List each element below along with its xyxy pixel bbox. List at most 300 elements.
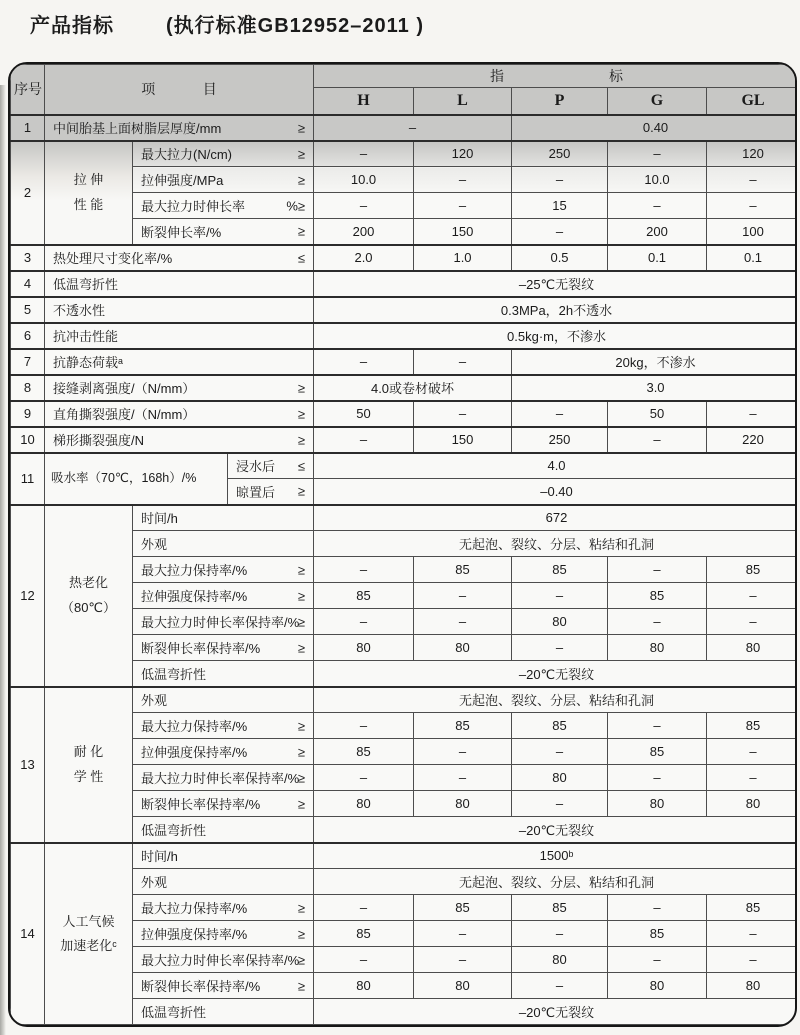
cell-text: – [653,718,661,733]
cell-text: 低温弯折性 [53,277,119,292]
cell-text: – [749,614,757,629]
cell-text: 热处理尺寸变化率/% [53,251,173,266]
value-cell [414,401,512,427]
cell-text: 最大拉力保持率/% [141,719,248,734]
value-cell [608,895,707,921]
cell-text: – [458,744,467,759]
value-cell [707,947,797,973]
item-sub-label [133,765,314,791]
item-sub-label [133,817,314,843]
row-number [11,297,45,323]
item-label [45,115,314,141]
cell-text: 断裂伸长率保持率/% [141,979,261,994]
value-cell [512,245,608,271]
value-cell [314,921,414,947]
cell-text: 外观 [141,693,168,709]
value-cell [608,245,707,271]
spec-table-header [11,65,798,115]
item-sub-label [133,739,314,765]
cell-text: 9 [23,406,32,421]
value-cell [314,505,797,531]
item-sub-label [133,947,314,973]
value-cell [512,349,797,375]
value-cell [707,219,797,245]
table-row [11,323,798,349]
cell-text: – [458,952,467,967]
item-sub-label [133,713,314,739]
cell-text: 最大拉力时伸长率保持率/% [141,953,300,968]
cell-text: – [555,588,564,603]
comparator-symbol: ≥ [297,172,306,187]
cell-text: 2 [23,185,32,200]
cell-text: 80 [356,978,371,993]
cell-text: 中间胎基上面树脂层厚度/mm [53,121,222,136]
cell-text: 80 [745,796,761,811]
item-group-label [45,453,228,505]
table-row [11,297,798,323]
value-cell [707,245,797,271]
value-cell [512,427,608,453]
value-cell [314,843,797,869]
comparator-symbol: ≥ [297,588,306,603]
cell-text: P [554,91,565,109]
cell-text: 85 [745,562,761,577]
item-sub-label [133,973,314,999]
value-cell [608,739,707,765]
cell-text: 6 [23,328,32,343]
cell-text: – [359,900,368,915]
cell-text: 4.0或卷材破坏 [370,381,455,396]
value-cell [707,765,797,791]
cell-text: 0.40 [642,120,669,135]
cell-text: 5 [23,302,32,317]
cell-text: 1 [23,120,32,135]
cell-text: 80 [356,640,371,655]
header-row-top [11,65,798,88]
cell-text: 不透水性 [53,303,106,318]
table-row [11,349,798,375]
item-sub-label [228,453,314,479]
value-cell [707,583,797,609]
cell-text: – [555,640,564,655]
value-cell [314,739,414,765]
comparator-symbol: ≥ [297,718,306,733]
cell-text: 11 [20,471,35,486]
value-cell [707,791,797,817]
value-cell [314,479,797,505]
cell-text: – [653,432,661,447]
value-cell [314,375,512,401]
value-cell [707,973,797,999]
cell-text: 80 [649,978,665,993]
header-indicator [314,65,797,88]
cell-text: GL [741,91,765,109]
value-cell [608,635,707,661]
value-cell [608,973,707,999]
label-line: （80℃） [60,599,117,615]
cell-text: 50 [649,406,665,421]
cell-text: 时间/h [141,849,178,865]
cell-text: – [653,562,661,577]
cell-text: 吸水率（70℃，168h）/% [51,470,197,485]
cell-text: 80 [455,796,470,811]
value-cell [707,921,797,947]
value-cell [314,687,797,713]
item-group-label [45,843,133,1025]
cell-text: – [458,926,467,941]
value-cell [512,609,608,635]
row-number [11,271,45,297]
value-cell [414,635,512,661]
value-cell [707,609,797,635]
cell-text: –20℃无裂纹 [518,666,595,682]
cell-text: – [555,172,564,187]
page-title [30,9,424,38]
cell-text: 0.5 [550,250,569,265]
cell-text: 4 [23,276,32,291]
label-line: 加速老化ᶜ [60,937,117,953]
standard-reference: (执行标准GB12952–2011 ) [166,15,425,37]
value-cell [608,609,707,635]
value-cell [414,973,512,999]
header-grade-L [414,88,512,115]
value-cell [314,401,414,427]
cell-text: 浸水后 [236,459,276,475]
row-number [11,349,45,375]
value-cell [314,323,797,349]
cell-text: 12 [20,588,35,603]
comparator-symbol: ≥ [297,432,306,447]
value-cell [512,401,608,427]
value-cell [414,167,512,193]
item-sub-label [133,869,314,895]
cell-text: – [359,432,368,447]
cell-text: 低温弯折性 [141,666,207,682]
cell-text: 10.0 [350,172,377,187]
cell-text: 外观 [141,537,168,552]
value-cell [512,193,608,219]
value-cell [314,453,797,479]
cell-text: 85 [552,718,567,733]
cell-text: 14 [20,926,35,942]
value-cell [314,583,414,609]
row-number [11,141,45,245]
table-row [11,687,798,713]
value-cell [314,271,797,297]
cell-text: – [555,406,564,421]
cell-text: 80 [455,978,470,993]
value-cell [608,219,707,245]
row-number [11,115,45,141]
cell-text: 80 [649,640,665,655]
cell-text: – [749,770,757,785]
cell-text: 1500ᵇ [539,848,574,864]
value-cell [414,557,512,583]
item-sub-label [133,531,314,557]
row-number [11,843,45,1025]
cell-text: 85 [649,926,665,941]
cell-text: 120 [742,146,764,162]
item-sub-label [133,609,314,635]
cell-text: 无起泡、裂纹、分层、粘结和孔洞 [459,693,655,709]
value-cell [414,895,512,921]
comparator-symbol: ≥ [297,614,306,629]
cell-text: – [749,172,757,187]
row-number [11,687,45,843]
value-cell [608,167,707,193]
item-sub-label [133,167,314,193]
item-sub-label [133,141,314,167]
cell-text: 80 [552,770,567,785]
value-cell [314,713,414,739]
value-cell [512,739,608,765]
value-cell [414,739,512,765]
item-sub-label [133,843,314,869]
value-cell [512,713,608,739]
cell-text: 80 [745,640,761,655]
cell-text: 85 [745,718,761,733]
item-sub-label [133,583,314,609]
cell-text: 外观 [141,875,168,890]
cell-text: 85 [649,588,665,603]
value-cell [314,297,797,323]
row-number [11,245,45,271]
cell-text: – [749,952,757,967]
cell-text: 250 [548,432,571,447]
item-sub-label [133,921,314,947]
value-cell [314,817,797,843]
header-grade-G [608,88,707,115]
item-label [45,245,314,271]
row-number [11,375,45,401]
cell-text: 13 [20,757,35,772]
cell-text: 80 [455,640,470,655]
scan-edge-shadow [0,85,6,1035]
cell-text: 最大拉力时伸长率 [141,199,246,214]
comparator-symbol: ≥ [297,900,306,915]
cell-text: 序号 [14,81,42,98]
cell-text: 150 [451,432,474,447]
cell-text: 断裂伸长率/% [141,224,222,240]
cell-text: 抗冲击性能 [53,329,119,344]
cell-text: 0.3MPa，2h不透水 [500,303,613,318]
row-number [11,323,45,349]
cell-text: 断裂伸长率保持率/% [141,641,261,656]
header-grade-GL [707,88,797,115]
cell-text: – [555,978,564,993]
cell-text: 拉伸强度保持率/% [141,927,248,942]
item-group-label [45,687,133,843]
cell-text: 85 [455,718,470,733]
cell-text: H [357,91,370,109]
cell-text: 10.0 [644,172,670,187]
cell-text: – [359,952,368,967]
value-cell [512,895,608,921]
value-cell [707,895,797,921]
cell-text: – [653,770,661,785]
value-cell [314,115,512,141]
value-cell [314,973,414,999]
table-row [11,271,798,297]
value-cell [707,557,797,583]
cell-text: – [458,354,467,369]
cell-text: 指标 [490,68,729,84]
cell-text: 85 [649,744,665,759]
cell-text: 抗静态荷载ᵃ [53,355,123,370]
table-row [11,843,798,869]
value-cell [512,219,608,245]
item-sub-label [133,661,314,687]
table-row [11,375,798,401]
item-sub-label [133,505,314,531]
cell-text: 80 [356,796,371,811]
table-row [11,401,798,427]
cell-text: 最大拉力时伸长率保持率/% [141,771,300,786]
table-row [11,427,798,453]
cell-text: 7 [23,354,32,369]
cell-text: – [458,198,467,213]
cell-text: – [359,198,368,213]
value-cell [414,583,512,609]
cell-text: – [555,223,564,239]
label-line: 热老化 [68,575,108,591]
value-cell [414,791,512,817]
value-cell [414,141,512,167]
spec-table-body [11,115,798,1025]
value-cell [512,791,608,817]
value-cell [707,713,797,739]
value-cell [414,427,512,453]
value-cell [608,765,707,791]
value-cell [512,141,608,167]
item-label [45,271,314,297]
cell-text: –20℃无裂纹 [518,822,595,838]
value-cell [608,141,707,167]
header-seq [11,65,45,115]
cell-text: 接缝剥离强度/（N/mm） [53,381,196,396]
value-cell [314,947,414,973]
cell-text: 10 [20,432,35,447]
value-cell [414,765,512,791]
item-sub-label [228,479,314,505]
value-cell [707,427,797,453]
cell-text: L [457,91,468,109]
value-cell [512,583,608,609]
item-label [45,427,314,453]
value-cell [314,219,414,245]
value-cell [314,427,414,453]
value-cell [314,167,414,193]
item-label [45,401,314,427]
cell-text: – [749,588,757,603]
value-cell [707,141,797,167]
item-sub-label [133,895,314,921]
cell-text: – [749,198,757,213]
cell-text: 3.0 [646,380,665,395]
cell-text: – [555,744,564,759]
cell-text: – [359,614,368,629]
value-cell [314,193,414,219]
comparator-symbol: ≥ [297,223,306,239]
cell-text: 672 [545,510,568,526]
cell-text: 85 [455,900,470,915]
cell-text: 8 [23,380,32,395]
header-grade-H [314,88,414,115]
cell-text: – [555,796,564,811]
comparator-symbol: ≥ [297,796,306,811]
cell-text: 85 [552,562,567,577]
comparator-symbol: ≥ [297,978,306,993]
value-cell [512,973,608,999]
value-cell [608,401,707,427]
cell-text: 50 [356,406,371,421]
item-label [45,323,314,349]
value-cell [608,427,707,453]
label-line: 性 能 [73,196,104,212]
value-cell [414,245,512,271]
cell-text: 0.5kg·m，不渗水 [507,329,606,344]
cell-text: 20kg，不渗水 [615,355,696,370]
value-cell [608,791,707,817]
cell-text: –0.40 [540,483,573,499]
value-cell [314,141,414,167]
cell-text: 85 [455,562,470,577]
value-cell [707,635,797,661]
value-cell [314,245,414,271]
value-cell [314,765,414,791]
item-sub-label [133,635,314,661]
value-cell [707,193,797,219]
cell-text: – [653,614,661,629]
value-cell [414,713,512,739]
spec-table [10,64,797,1025]
cell-text: – [458,588,467,603]
cell-text: – [359,146,368,162]
cell-text: 低温弯折性 [141,822,207,838]
comparator-symbol: ≤ [297,250,306,265]
cell-text: – [359,770,368,785]
cell-text: – [653,198,661,213]
cell-text: – [653,900,661,915]
cell-text: – [458,172,467,187]
title-text: 产品指标 [30,15,114,37]
row-number [11,505,45,687]
item-label [45,375,314,401]
value-cell [314,635,414,661]
cell-text: 拉伸强度保持率/% [141,745,248,760]
cell-text: – [359,562,368,577]
value-cell [512,921,608,947]
item-label [45,349,314,375]
cell-text: – [458,614,467,629]
label-line: 耐 化 [73,744,104,760]
value-cell [608,921,707,947]
cell-text: 250 [548,146,571,162]
cell-text: –25℃无裂纹 [518,277,595,292]
value-cell [512,375,797,401]
value-cell [512,635,608,661]
comparator-symbol: ≥ [297,744,306,759]
comparator-symbol: ≥ [297,952,306,967]
item-sub-label [133,193,314,219]
comparator-symbol: %≥ [286,198,306,213]
value-cell [314,895,414,921]
value-cell [512,115,797,141]
label-line: 学 性 [73,768,104,784]
cell-text: 无起泡、裂纹、分层、粘结和孔洞 [459,875,655,890]
cell-text: 100 [742,223,764,239]
cell-text: 4.0 [547,458,566,474]
